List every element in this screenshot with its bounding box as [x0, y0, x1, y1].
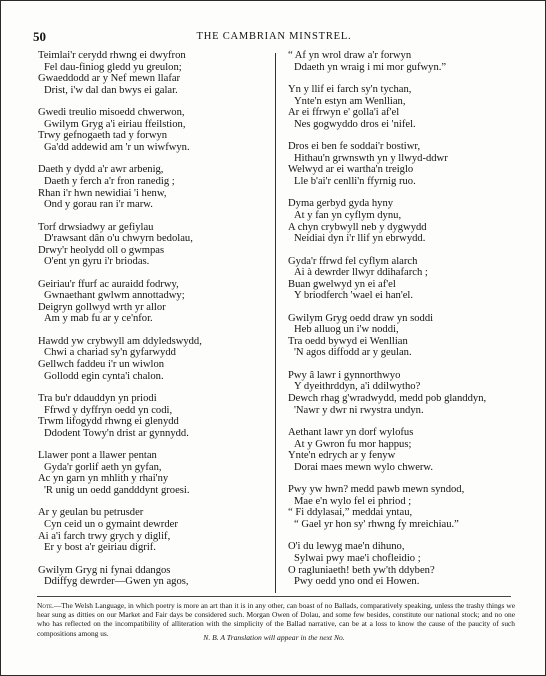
page-number: 50 — [33, 29, 46, 44]
verse-line: Neidiai dyn i'r llif yn ebrwydd. — [294, 233, 426, 245]
stanza — [38, 393, 268, 439]
verse-line: Pwy yw hwn? medd pawb mewn syndod, — [288, 484, 465, 496]
verse-line: At y Gwron fu mor happus; — [294, 438, 412, 450]
stanza — [38, 507, 268, 553]
verse-line: Trwy gefnogaeth tad y forwyn — [38, 130, 168, 142]
stanza — [288, 427, 538, 473]
verse-line: Dorai maes mewn wylo chwerw. — [294, 461, 434, 473]
verse-line: Ddaeth yn wraig i mi mor gufwyn.” — [294, 61, 447, 73]
verse-line: Aethant lawr yn dorf wylofus — [288, 427, 414, 439]
verse-line: Mae e'n wylo fel ei phriod ; — [294, 495, 412, 507]
stanza — [288, 50, 538, 73]
poem-column-left — [38, 50, 268, 599]
verse-line: Rhan i'r hwn newidiai 'i henw, — [38, 187, 167, 199]
stanza — [288, 198, 538, 244]
verse-line: Chwi a chariad sy'n gyfarwydd — [44, 347, 176, 359]
stanza — [288, 84, 538, 130]
verse-line: Pwy â lawr i gynnorthwyo — [288, 369, 401, 381]
verse-line: “ Gael yr hon sy' rhwng fy mreichiau.” — [294, 518, 459, 530]
stanza — [288, 313, 538, 359]
verse-line: Tra oedd bywyd ei Wenllian — [288, 335, 408, 347]
stanza — [38, 50, 268, 96]
verse-line: A chyn crybwyll neb y dygwydd — [288, 221, 427, 233]
verse-line: Ai a'i farch trwy grych y diglif, — [38, 530, 171, 542]
verse-line: 'N agos diffodd ar y geulan. — [294, 347, 412, 359]
stanza — [38, 279, 268, 325]
footnote-text: —The Welsh Language, in which poetry is more an art than it is in any other, can boast of no Ballads, comparatively speaking, unless the trashy things we hear sung as ditties on our Market and Fair days be considered such. Morgan Owen of Dolau, and some few besides, constitute our national stock; and no one who has reflected on the incompatibility of alliteration with the simplicity of the Ballad narrative, can be at a loss to know the cause of the paucity of such compositions among us. — [37, 601, 515, 638]
stanza — [288, 256, 538, 302]
stanza — [38, 450, 268, 496]
verse-line: Lle b'ai'r cenlli'n ffyrnig ruo. — [294, 175, 416, 187]
verse-line: D'rawsant dân o'u chwyrn bedolau, — [44, 233, 193, 245]
verse-line: Ar ei ffrwyn e' golla'i af'el — [288, 107, 400, 119]
verse-line: Cyn ceid un o gymaint dewrder — [44, 518, 178, 530]
running-title: THE CAMBRIAN MINSTREL. — [196, 31, 352, 42]
verse-line: Geiriau'r ffurf ac auraidd fodrwy, — [38, 278, 179, 290]
verse-line: Y dyeithrddyn, a'i ddilwytho? — [294, 381, 421, 393]
verse-line: 'Nawr y dwr ni rwystra undyn. — [294, 404, 424, 416]
verse-line: Tra bu'r ddauddyn yn priodi — [38, 393, 157, 405]
verse-line: Gwnaethant gwlwm annottadwy; — [44, 290, 185, 302]
verse-line: Drist, i'w dal dan bwys ei galar. — [44, 84, 178, 96]
verse-line: Gollodd egin cynta'i chalon. — [44, 370, 164, 382]
verse-line: Ac yn garn yn mhlith y rhai'ny — [38, 473, 169, 485]
column-divider — [275, 53, 276, 593]
verse-line: Torf drwsiadwy ar gefiylau — [38, 221, 154, 233]
verse-line: Ar y geulan bu petrusder — [38, 507, 144, 519]
verse-line: “ Fi ddylasai,” meddai yntau, — [288, 507, 413, 519]
verse-line: Nes gogwyddo dros ei 'nifel. — [294, 118, 416, 130]
verse-line: Ynte'n edrych ar y fenyw — [288, 450, 396, 462]
verse-line: Daeth y dydd a'r awr arbenig, — [38, 164, 164, 176]
verse-line: “ Af yn wrol draw a'r forwyn — [288, 50, 412, 61]
verse-line: Deigryn gollwyd wrth yr allor — [38, 301, 166, 313]
stanza — [288, 370, 538, 416]
verse-line: Gwilym Gryg oedd draw yn soddi — [288, 312, 434, 324]
verse-line: Am y mab fu ar y ce'nfor. — [44, 313, 153, 325]
verse-line: Dewch rhag g'wradwydd, medd pob glanddyn, — [288, 393, 487, 405]
verse-line: Heb alluog un i'w noddi, — [294, 324, 399, 336]
stanza — [38, 565, 268, 588]
stanza — [288, 541, 538, 587]
verse-line: Sylwai pwy mae'i chofleidio ; — [294, 552, 421, 564]
verse-line: Welwyd ar ei wartha'n treiglo — [288, 164, 414, 176]
poem-column-right — [288, 50, 538, 599]
stanza — [38, 336, 268, 382]
translation-notice: N. B. A Translation will appear in the next No. — [203, 633, 345, 642]
verse-line: Y briodferch 'wael ei han'el. — [294, 290, 414, 302]
verse-line: Dros ei ben fe soddai'r bostiwr, — [288, 141, 421, 153]
verse-line: Ga'dd addewid am 'r un wiwfwyn. — [44, 141, 190, 153]
verse-line: O ragluniaeth! beth yw'th ddyben? — [288, 564, 435, 576]
verse-line: Drwy'r heolydd oll o gwmpas — [38, 244, 165, 256]
verse-line: Ddiffyg dewrder—Gwen yn agos, — [44, 576, 189, 588]
verse-line: Gyda'r gorlif aeth yn gyfan, — [44, 461, 162, 473]
verse-line: Hawdd yw crybwyll am ddyledswydd, — [38, 335, 202, 347]
verse-line: Daeth y ferch a'r fron ranedig ; — [44, 175, 175, 187]
verse-line: Ffrwd y dyffryn oedd yn codi, — [44, 404, 173, 416]
verse-line: Yn y llif ei farch sy'n tychan, — [288, 83, 412, 95]
footnote-rule — [37, 596, 511, 597]
verse-line: Gwedi treulio misoedd chwerwon, — [38, 107, 185, 119]
stanza — [38, 222, 268, 268]
verse-line: Hithau'n grwnswth yn y llwyd-ddwr — [294, 152, 448, 164]
verse-line: Ynte'n estyn am Wenllian, — [294, 95, 406, 107]
verse-line: Teimlai'r cerydd rhwng ei dwyfron — [38, 50, 186, 61]
verse-line: Ddodent Towy'n drist ar gynnydd. — [44, 427, 189, 439]
verse-line: Buan gwelwyd yn ei af'el — [288, 278, 396, 290]
verse-line: Ai à dewrder llwyr ddihafarch ; — [294, 267, 428, 279]
verse-line: Gellwch faddeu i'r un wiwlon — [38, 359, 165, 371]
verse-line: Gwaeddodd ar y Nef mewn llafar — [38, 73, 181, 85]
stanza — [38, 107, 268, 153]
verse-line: Fel dau-finiog gledd yu greulon; — [44, 61, 182, 73]
stanza — [288, 484, 538, 530]
verse-line: Gwilym Gryg a'i eiriau ffeilstion, — [44, 118, 186, 130]
verse-line: O'i du lewyg mae'n dihuno, — [288, 541, 405, 553]
verse-line: Ond y gorau ran i'r marw. — [44, 199, 153, 211]
verse-line: 'R unig un oedd gandddynt groesi. — [44, 484, 190, 496]
stanza — [288, 141, 538, 187]
verse-line: Gyda'r ffrwd fel cyflym alarch — [288, 255, 418, 267]
verse-line: Er y bost a'r geiriau digrif. — [44, 542, 156, 554]
stanza — [38, 164, 268, 210]
footnote-lead: Note. — [37, 601, 54, 610]
verse-line: Dyma gerbyd gyda hyny — [288, 198, 394, 210]
verse-line: O'ent yn gyru i'r briodas. — [44, 256, 150, 268]
verse-line: Trwm lifogydd rhwng ei glenydd — [38, 416, 179, 428]
verse-line: Llawer pont a llawer pentan — [38, 450, 157, 462]
verse-line: At y fan yn cyflym dynu, — [294, 209, 402, 221]
verse-line: Gwilym Gryg ni fynai ddangos — [38, 564, 171, 576]
page-header — [1, 27, 546, 47]
verse-line: Pwy oedd yno ond ei Howen. — [294, 576, 420, 588]
